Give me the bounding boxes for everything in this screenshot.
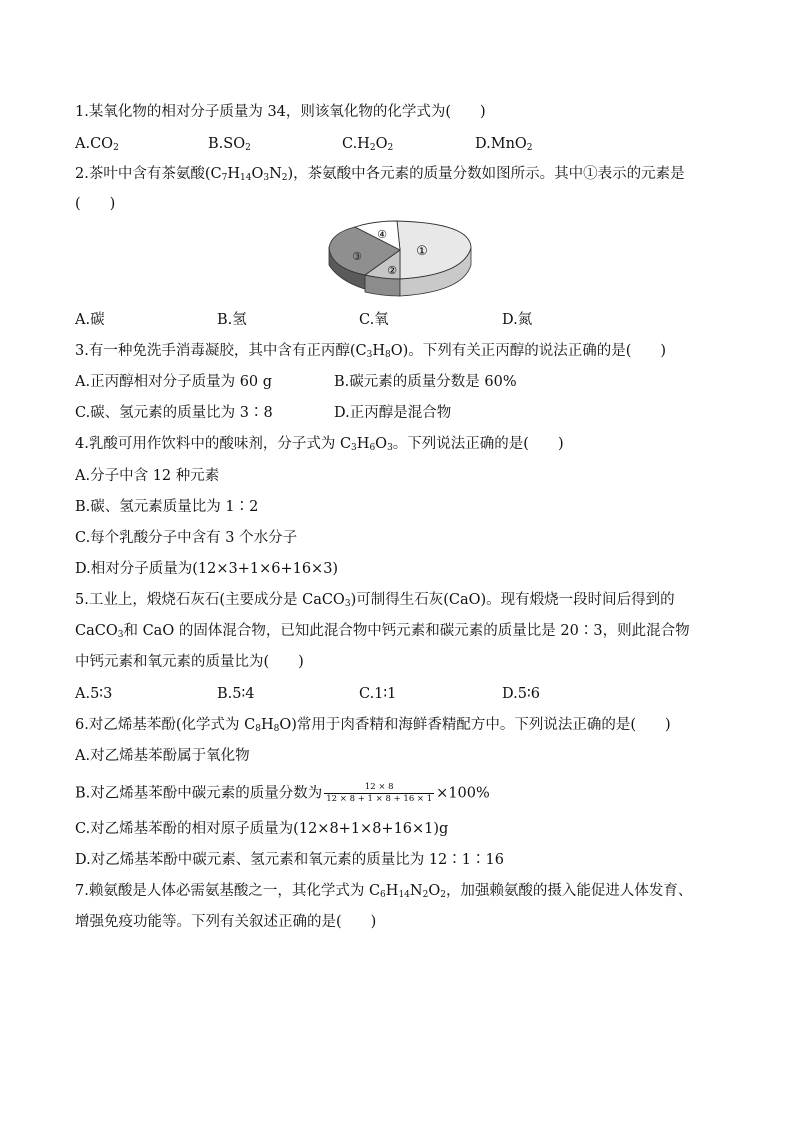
q6-option-d[interactable]: D.对乙烯基苯酚中碳元素、氢元素和氧元素的质量比为 12∶1∶16	[75, 852, 504, 868]
question-7-stem-line-1: 7.赖氨酸是人体必需氨基酸之一，其化学式为 $C_6H_{14}N_2O_2$，加强赖氨酸的摄入能促进人体发育、	[75, 883, 693, 900]
question-3-stem: 3.有一种免洗手消毒凝胶，其中含有正丙醇$(C_3H_8O)$。下列有关正丙醇的说法正确的是( )	[75, 343, 667, 360]
pie-label-2: ②	[387, 264, 397, 277]
q2-option-d[interactable]: D.氮	[502, 312, 533, 328]
q2-option-a[interactable]: A.碳	[75, 312, 105, 328]
q6-option-b[interactable]: B.对乙烯基苯酚中碳元素的质量分数为 $\frac{12 \times 8}{12 \times 8 + 1 \times 8 + 16 \times 1}$ ×100%	[75, 782, 490, 804]
q4-option-a[interactable]: A.分子中含 12 种元素	[75, 468, 220, 484]
question-4-stem: 4.乳酸可用作饮料中的酸味剂，分子式为 $C_3H_6O_3$。下列说法正确的是( )	[75, 436, 564, 453]
question-2-blank: ( )	[75, 196, 116, 212]
pie-label-4: ④	[377, 228, 387, 241]
q4-option-c[interactable]: C.每个乳酸分子中含有 3 个水分子	[75, 530, 298, 546]
q1-option-c[interactable]: $C.H_2O_2$	[342, 136, 394, 153]
mass-fraction-formula: $\frac{12 \times 8}{12 \times 8 + 1 \times 8 + 16 \times 1}$	[326, 782, 433, 804]
q3-option-b[interactable]: B.碳元素的质量分数是 60%	[334, 374, 517, 390]
q2-option-c[interactable]: C.氧	[359, 312, 389, 328]
element-mass-fraction-pie-chart	[325, 220, 475, 302]
q1-option-d[interactable]: D.MnO$_2$	[475, 136, 533, 153]
q1-option-a[interactable]: $A.CO_2$	[75, 136, 119, 153]
question-5-stem-line-2: CaCO$_3$和 CaO 的固体混合物，已知此混合物中钙元素和碳元素的质量比是 20∶3，则此混合物	[75, 623, 690, 640]
question-1-stem: 1.某氧化物的相对分子质量为 34，则该氧化物的化学式为( )	[75, 104, 486, 120]
q1-option-b[interactable]: $B.SO_2$	[208, 136, 251, 153]
question-5-stem-line-1: 5.工业上，煅烧石灰石(主要成分是 CaCO$_3$)可制得生石灰(CaO)。现有煅烧一段时间后得到的	[75, 592, 675, 609]
q6-option-c[interactable]: C.对乙烯基苯酚的相对原子质量为(12×8+1×8+16×1)g	[75, 821, 449, 837]
question-7-stem-line-2: 增强免疫功能等。下列有关叙述正确的是( )	[75, 914, 377, 930]
q5-option-d[interactable]: D.5∶6	[502, 686, 540, 702]
q3-option-a[interactable]: A.正丙醇相对分子质量为 60 g	[75, 374, 273, 390]
question-6-stem: 6.对乙烯基苯酚(化学式为 $C_8H_8O$)常用于肉香精和海鲜香精配方中。下列说法正确的是( )	[75, 717, 671, 734]
q2-option-b[interactable]: B.氢	[217, 312, 247, 328]
question-5-stem-line-3: 中钙元素和氧元素的质量比为( )	[75, 654, 304, 670]
q5-option-b[interactable]: B.5∶4	[217, 686, 255, 702]
pie-label-3: ③	[352, 250, 362, 263]
pie-label-1: ①	[416, 244, 428, 259]
q6-option-a[interactable]: A.对乙烯基苯酚属于氧化物	[75, 748, 250, 764]
q5-option-a[interactable]: A.5∶3	[75, 686, 113, 702]
q4-option-d[interactable]: D.相对分子质量为(12×3+1×6+16×3)	[75, 561, 339, 577]
q5-option-c[interactable]: C.1∶1	[359, 686, 397, 702]
q4-option-b[interactable]: B.碳、氢元素质量比为 1∶2	[75, 499, 259, 515]
q3-option-c[interactable]: C.碳、氢元素的质量比为 3∶8	[75, 405, 273, 421]
q3-option-d[interactable]: D.正丙醇是混合物	[334, 405, 452, 421]
question-2-stem: 2.茶叶中含有茶氨酸$(C_7H_{14}O_3N_2)$，茶氨酸中各元素的质量分数如图所示。其中①表示的元素是	[75, 166, 685, 183]
